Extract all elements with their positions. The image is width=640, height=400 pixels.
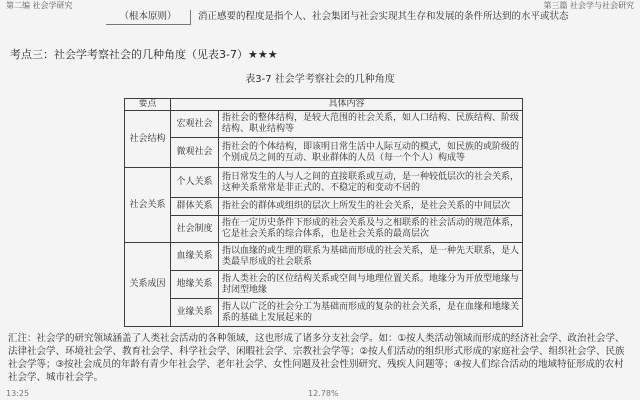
note-paragraph: 汇注：社会学的研究领域涵盖了人类社会活动的各种领域，这也形成了诸多分支社会学。如：①按人类活动领域而形成的经济社会学、政治社会学、法律社会学、环境社会学、教育社会学、科学社会学、闲暇社会学、宗教社会学等；②按人们活动的组织形式形成的家庭社会学、组织社会学、民族社会学等；③按社会成员的年龄有青少年社会学、老年社会学、女性问题及社会性别研究、残疾人问题等；④按人们综合活动的地域特征形成的农村社会学、城市社会学。 — [8, 333, 625, 383]
sub-item-description: 指日常发生的人与人之间的直接联系或互动，是一种较低层次的社会关系，这种关系常常是非正式的、不稳定的和变动不居的 — [219, 168, 523, 198]
section-heading — [10, 48, 278, 62]
table-row — [125, 216, 523, 243]
sub-item-label: 血缘关系 — [171, 243, 219, 271]
previous-table-row-label: （根本原则） — [106, 10, 191, 25]
sub-item-description: 指人类社会的区位结构关系或空间与地理位置关系。地缘分为开放型地缘与封闭型地缘 — [219, 271, 523, 299]
sub-item-description: 指社会的整体结构，是较大范围的社会关系，如人口结构、民族结构、阶级结构、职业结构等 — [219, 111, 523, 138]
sub-item-description: 指社会的群体或组织的层次上所发生的社会关系，是社会关系的中间层次 — [219, 198, 523, 216]
zoom-level[interactable]: 12.78% — [308, 389, 339, 398]
sub-item-description: 指以血缘的或生理的联系为基础而形成的社会关系，是一种先天联系，是人类最早形成的社会联系 — [219, 243, 523, 271]
group-label: 社会结构 — [125, 111, 171, 168]
status-bar — [0, 387, 640, 400]
status-time: 13:25 — [6, 389, 30, 398]
group-label: 关系成因 — [125, 243, 171, 327]
top-bar-right-text: 第三篇 社会学与社会研究 — [543, 1, 634, 10]
table-row — [125, 299, 523, 327]
previous-table-row-text: 消正感要的程度是指个人、社会集团与社会实现其生存和发展的条件所达到的水平或状态 — [198, 11, 569, 22]
sub-item-description: 指人以广泛的社会分工为基础而形成的复杂的社会关系，是在血缘和地缘关系的基础上发展起来的 — [219, 299, 523, 327]
sub-item-label: 微观社会 — [171, 138, 219, 168]
table-row — [125, 111, 523, 138]
sub-item-label: 地缘关系 — [171, 271, 219, 299]
table-caption: 表3-7 社会学考察社会的几种角度 — [245, 74, 395, 85]
group-label: 社会关系 — [125, 168, 171, 243]
sub-item-label: 群体关系 — [171, 198, 219, 216]
table-header-row — [125, 99, 523, 111]
sub-item-description: 指社会的个体结构，即该明日常生活中人际互动的模式，如民族的或阶级的个别成员之间的互动、职业群体的人员（每一个个人）构成等 — [219, 138, 523, 168]
table-row — [125, 138, 523, 168]
table-row — [125, 271, 523, 299]
sub-item-label: 社会制度 — [171, 216, 219, 243]
sub-item-label: 宏观社会 — [171, 111, 219, 138]
perspectives-table — [124, 98, 523, 327]
table-row — [125, 243, 523, 271]
table-row — [125, 168, 523, 198]
table-header-cell: 要点 — [125, 99, 171, 111]
table-row — [125, 198, 523, 216]
section-heading-text: 考点三：社会学考察社会的几种角度（见表3-7） — [10, 48, 248, 61]
importance-stars: ★★★ — [247, 48, 278, 61]
top-bar-left-text: 第二编 社会学研究 — [6, 1, 73, 10]
table-header-cell: 具体内容 — [171, 99, 523, 111]
sub-item-label: 业缘关系 — [171, 299, 219, 327]
sub-item-label: 个人关系 — [171, 168, 219, 198]
sub-item-description: 指在一定历史条件下形成的社会关系及与之相联系的社会活动的规范体系，它是社会关系的综合体系，也是社会关系的最高层次 — [219, 216, 523, 243]
